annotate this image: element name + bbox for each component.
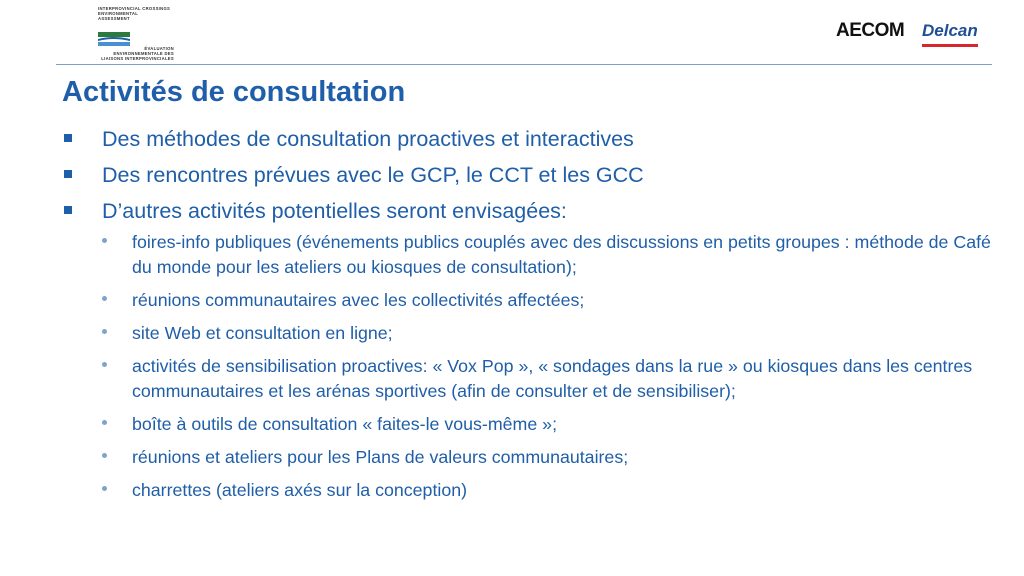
square-bullet-icon bbox=[62, 162, 102, 183]
dot-bullet-icon bbox=[62, 412, 132, 430]
sub-bullet-text: boîte à outils de consultation « faites-le vous-même »; bbox=[132, 414, 558, 434]
square-bullet-icon bbox=[62, 198, 102, 219]
sub-bullet-text: réunions et ateliers pour les Plans de valeurs communautaires; bbox=[132, 447, 629, 467]
sub-bullet-item bbox=[62, 445, 1002, 470]
dot-bullet-icon bbox=[62, 478, 132, 496]
sub-bullet-item bbox=[62, 288, 1002, 313]
sub-bullet-text: site Web et consultation en ligne; bbox=[132, 323, 393, 343]
dot-bullet-icon bbox=[62, 321, 132, 339]
slide-body bbox=[62, 126, 1002, 511]
dot-bullet-icon bbox=[62, 354, 132, 372]
sub-bullet-text: foires-info publiques (événements publics couplés avec des discussions en petits groupes : méthode de Café du monde pour les ateliers ou kiosques de consultation); bbox=[132, 232, 991, 277]
aecom-logo: AECOM bbox=[836, 20, 905, 41]
dot-bullet-icon bbox=[62, 445, 132, 463]
logo-line: ENVIRONNEMENTALE DES bbox=[113, 51, 174, 56]
project-logo-text-fr bbox=[64, 46, 174, 61]
bullet-item bbox=[62, 162, 1002, 188]
logo-line: INTERPROVINCIAL CROSSINGS bbox=[98, 6, 171, 11]
bullet-item bbox=[62, 126, 1002, 152]
delcan-logo-text: Delcan bbox=[922, 21, 978, 40]
dot-bullet-icon bbox=[62, 230, 132, 248]
logo-line: ENVIRONMENTAL bbox=[98, 11, 139, 16]
slide-title: Activités de consultation bbox=[62, 76, 406, 108]
project-logo bbox=[96, 6, 176, 62]
delcan-logo bbox=[922, 18, 978, 47]
sub-bullet-item bbox=[62, 321, 1002, 346]
header-divider bbox=[56, 64, 992, 65]
square-bullet-icon bbox=[62, 126, 102, 147]
sub-bullet-text: activités de sensibilisation proactives: « Vox Pop », « sondages dans la rue » ou kiosques dans les centres communautaires et les arénas sportives (afin de consulter et de sensibiliser); bbox=[132, 356, 973, 401]
sub-bullet-item bbox=[62, 354, 1002, 404]
logo-line: ASSESSMENT bbox=[98, 16, 130, 21]
project-logo-text-en bbox=[98, 6, 176, 21]
bullet-text: Des méthodes de consultation proactives et interactives bbox=[102, 127, 634, 151]
sub-bullet-text: réunions communautaires avec les collectivités affectées; bbox=[132, 290, 585, 310]
dot-bullet-icon bbox=[62, 288, 132, 306]
bullet-item bbox=[62, 198, 1002, 224]
bridge-mark-icon bbox=[98, 32, 130, 46]
sub-bullet-item bbox=[62, 412, 1002, 437]
bullet-text: D’autres activités potentielles seront envisagées: bbox=[102, 199, 567, 223]
sub-bullet-item bbox=[62, 478, 1002, 503]
sub-bullet-item bbox=[62, 230, 1002, 280]
logo-line: LIAISONS INTERPROVINCIALES bbox=[101, 56, 174, 61]
sub-bullet-text: charrettes (ateliers axés sur la conception) bbox=[132, 480, 468, 500]
logo-line: ÉVALUATION bbox=[144, 46, 174, 51]
bullet-text: Des rencontres prévues avec le GCP, le CCT et les GCC bbox=[102, 163, 644, 187]
